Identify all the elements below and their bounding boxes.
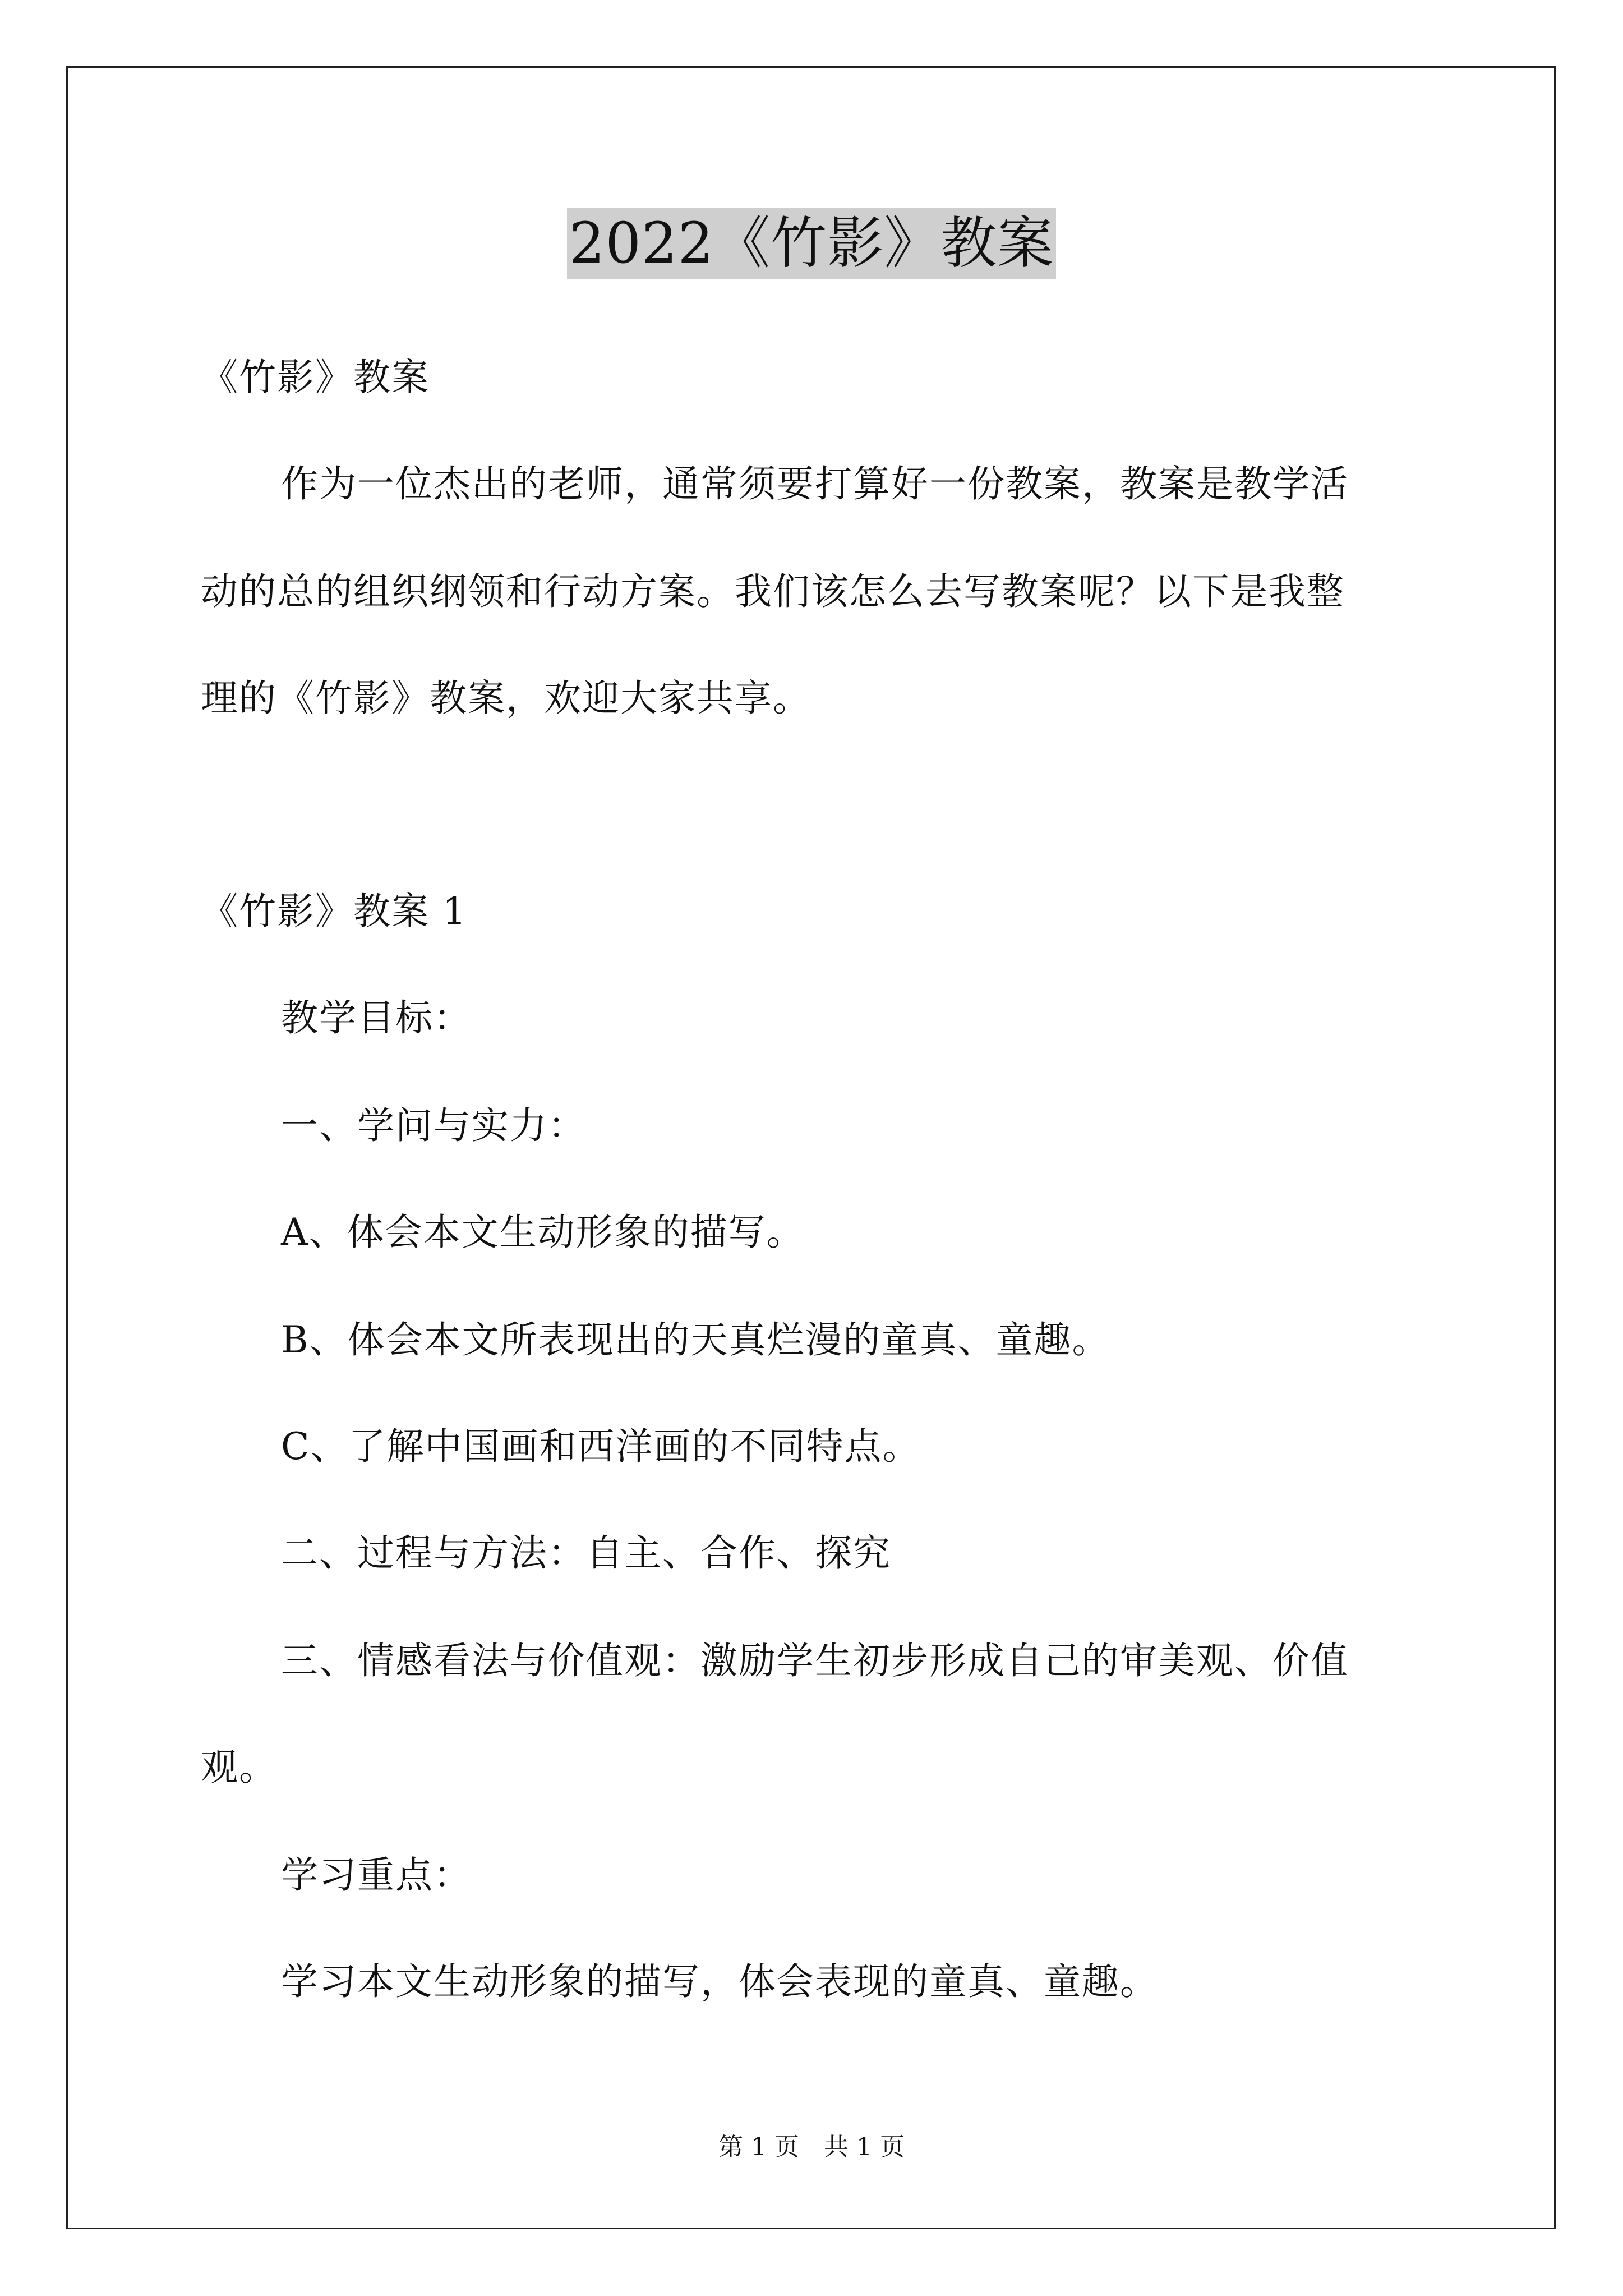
document-title: 2022《竹影》教案 [567,208,1057,279]
key-points-label: 学习重点： [281,1853,472,1897]
intro-line-1: 作为一位杰出的老师，通常须要打算好一份教案，教案是教学活 [281,462,1349,505]
page-number: 第 1 页 [718,2133,799,2161]
knowledge-heading: 一、学问与实力： [281,1104,586,1147]
objective-item-a: A、体会本文生动形象的描写。 [281,1211,805,1254]
intro-line-2: 动的总的组织纲领和行动方案。我们该怎么去写教案呢？以下是我整 [201,570,1345,613]
objectives-label: 教学目标： [281,996,472,1039]
page-total: 共 1 页 [824,2133,905,2161]
key-points-text: 学习本文生动形象的描写，体会表现的童真、童趣。 [281,1960,1158,2003]
section-heading: 《竹影》教案 1 [201,890,467,933]
intro-line-3: 理的《竹影》教案，欢迎大家共享。 [201,677,811,720]
page-footer [0,2131,1623,2164]
values-line-2: 观。 [201,1746,277,1789]
objective-item-c: C、了解中国画和西洋画的不同特点。 [281,1425,921,1468]
process-line: 二、过程与方法：自主、合作、探究 [281,1531,891,1575]
subtitle: 《竹影》教案 [201,356,430,399]
values-line-1: 三、情感看法与价值观：激励学生初步形成自己的审美观、价值 [281,1639,1349,1682]
objective-item-b: B、体会本文所表现出的天真烂漫的童真、童趣。 [281,1318,1110,1361]
title-container [0,208,1623,279]
